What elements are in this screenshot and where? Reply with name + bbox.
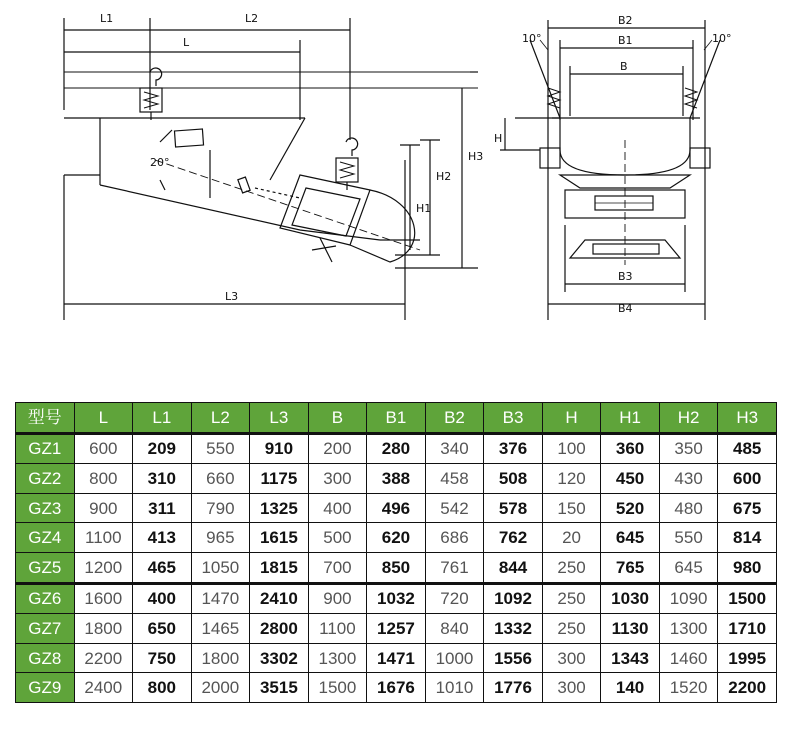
table-cell: 1200 [74,552,133,583]
table-cell: 800 [74,464,133,494]
table-row [16,583,777,614]
table-header-cell: 型号 [16,403,75,434]
label-h: H [494,132,503,145]
table-cell: 1092 [484,583,543,614]
model-cell: GZ6 [16,583,75,614]
table-cell: 1130 [601,614,660,644]
table-cell: 2200 [74,643,133,673]
table-cell: 1800 [191,643,250,673]
table-cell: 1500 [718,583,777,614]
label-h2: H2 [436,170,452,183]
table-header-row [16,403,777,434]
model-cell: GZ1 [16,433,75,464]
table-header-cell: L [74,403,133,434]
table-header-cell: H3 [718,403,777,434]
table-cell: 600 [718,464,777,494]
table-cell: 250 [542,614,601,644]
table-header-cell: H [542,403,601,434]
table-cell: 1343 [601,643,660,673]
table-body [16,433,777,702]
label-l2: L2 [245,12,259,25]
label-b: B [620,60,628,73]
table-cell: 496 [367,493,426,523]
label-l1: L1 [100,12,114,25]
table-cell: 520 [601,493,660,523]
table-cell: 720 [425,583,484,614]
table-cell: 400 [308,493,367,523]
table-cell: 200 [308,433,367,464]
table-header-cell: H2 [659,403,718,434]
model-cell: GZ7 [16,614,75,644]
table-row [16,643,777,673]
table-cell: 209 [133,433,192,464]
model-cell: GZ3 [16,493,75,523]
table-header-cell: B3 [484,403,543,434]
model-cell: GZ4 [16,523,75,553]
label-angle-20: 20° [150,156,170,169]
table-cell: 300 [542,643,601,673]
table-cell: 550 [659,523,718,553]
table-cell: 250 [542,552,601,583]
table-cell: 413 [133,523,192,553]
table-cell: 1800 [74,614,133,644]
table-cell: 620 [367,523,426,553]
table-cell: 340 [425,433,484,464]
table-row [16,552,777,583]
table-cell: 1556 [484,643,543,673]
table-cell: 1332 [484,614,543,644]
table-cell: 790 [191,493,250,523]
label-b1: B1 [618,34,633,47]
table-cell: 140 [601,673,660,703]
table-cell: 1175 [250,464,309,494]
table-cell: 2410 [250,583,309,614]
table-cell: 400 [133,583,192,614]
table-cell: 485 [718,433,777,464]
table-cell: 750 [133,643,192,673]
table-cell: 280 [367,433,426,464]
table-cell: 3515 [250,673,309,703]
table-cell: 310 [133,464,192,494]
model-cell: GZ8 [16,643,75,673]
table-cell: 1100 [74,523,133,553]
table-cell: 675 [718,493,777,523]
table-cell: 311 [133,493,192,523]
table-cell: 100 [542,433,601,464]
table-cell: 350 [659,433,718,464]
table-cell: 480 [659,493,718,523]
label-l: L [183,36,190,49]
table-cell: 2200 [718,673,777,703]
table-cell: 765 [601,552,660,583]
table-cell: 850 [367,552,426,583]
table-cell: 660 [191,464,250,494]
table-cell: 1615 [250,523,309,553]
table-cell: 1000 [425,643,484,673]
table-cell: 814 [718,523,777,553]
table-header-cell: L3 [250,403,309,434]
table-header-cell: B [308,403,367,434]
table-cell: 1776 [484,673,543,703]
table-cell: 2400 [74,673,133,703]
table-cell: 1460 [659,643,718,673]
table-cell: 300 [542,673,601,703]
table-cell: 1300 [308,643,367,673]
table-cell: 650 [133,614,192,644]
table-cell: 542 [425,493,484,523]
table-cell: 300 [308,464,367,494]
spec-table [15,402,777,703]
table-cell: 1325 [250,493,309,523]
table-cell: 388 [367,464,426,494]
table-cell: 900 [74,493,133,523]
model-cell: GZ5 [16,552,75,583]
table-cell: 1500 [308,673,367,703]
model-cell: GZ2 [16,464,75,494]
table-cell: 430 [659,464,718,494]
table-cell: 1600 [74,583,133,614]
table-cell: 910 [250,433,309,464]
table-row [16,614,777,644]
table-cell: 844 [484,552,543,583]
table-cell: 20 [542,523,601,553]
table-cell: 1257 [367,614,426,644]
table-cell: 1470 [191,583,250,614]
table-cell: 1520 [659,673,718,703]
technical-drawing [0,0,800,340]
label-b4: B4 [618,302,633,315]
table-cell: 120 [542,464,601,494]
table-cell: 1710 [718,614,777,644]
table-cell: 500 [308,523,367,553]
table-cell: 578 [484,493,543,523]
table-cell: 1815 [250,552,309,583]
label-angle-10-right: 10° [712,32,732,45]
table-cell: 1471 [367,643,426,673]
table-header-cell: B2 [425,403,484,434]
table-header-cell: L1 [133,403,192,434]
table-header-cell: L2 [191,403,250,434]
table-cell: 1300 [659,614,718,644]
table-cell: 840 [425,614,484,644]
table-cell: 1100 [308,614,367,644]
table-cell: 965 [191,523,250,553]
label-h3: H3 [468,150,484,163]
table-cell: 465 [133,552,192,583]
table-cell: 700 [308,552,367,583]
table-cell: 645 [601,523,660,553]
table-cell: 1995 [718,643,777,673]
table-cell: 600 [74,433,133,464]
table-header-cell: B1 [367,403,426,434]
table-cell: 376 [484,433,543,464]
table-cell: 1030 [601,583,660,614]
table-row [16,673,777,703]
table-cell: 1032 [367,583,426,614]
label-b2: B2 [618,14,633,27]
label-b3: B3 [618,270,633,283]
table-cell: 550 [191,433,250,464]
label-angle-10-left: 10° [522,32,542,45]
table-row [16,433,777,464]
table-cell: 800 [133,673,192,703]
table-cell: 1050 [191,552,250,583]
table-cell: 761 [425,552,484,583]
table-cell: 450 [601,464,660,494]
table-header-cell: H1 [601,403,660,434]
label-l3: L3 [225,290,239,303]
table-cell: 1010 [425,673,484,703]
table-cell: 762 [484,523,543,553]
table-row [16,493,777,523]
table-cell: 645 [659,552,718,583]
table-row [16,464,777,494]
table-cell: 980 [718,552,777,583]
table-cell: 1676 [367,673,426,703]
table-cell: 508 [484,464,543,494]
table-cell: 458 [425,464,484,494]
table-cell: 360 [601,433,660,464]
table-cell: 1465 [191,614,250,644]
table-row [16,523,777,553]
table-cell: 900 [308,583,367,614]
table-cell: 2800 [250,614,309,644]
table-cell: 150 [542,493,601,523]
table-cell: 2000 [191,673,250,703]
table-cell: 250 [542,583,601,614]
table-cell: 686 [425,523,484,553]
table-cell: 3302 [250,643,309,673]
table-cell: 1090 [659,583,718,614]
label-h1: H1 [416,202,432,215]
model-cell: GZ9 [16,673,75,703]
